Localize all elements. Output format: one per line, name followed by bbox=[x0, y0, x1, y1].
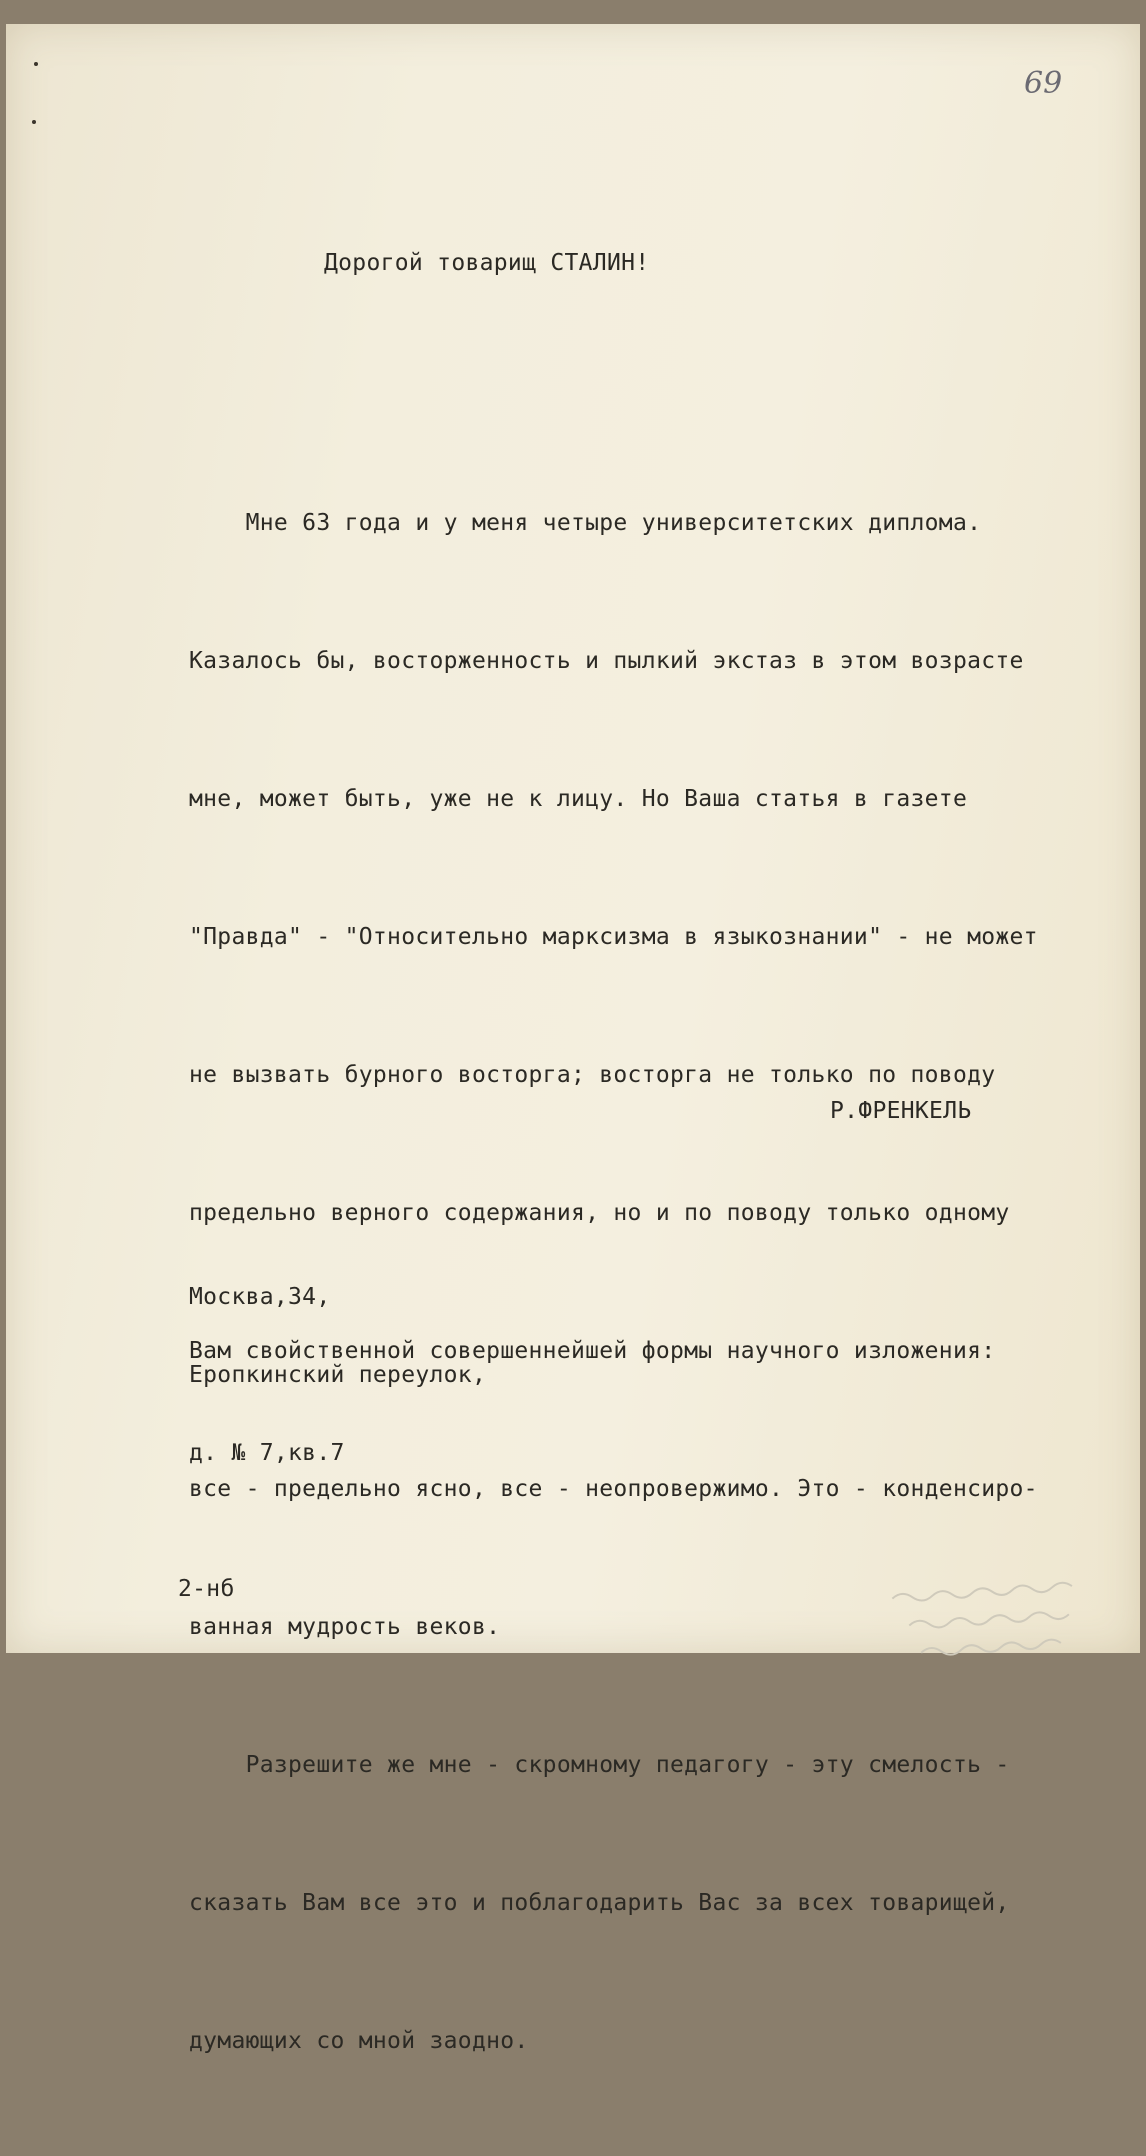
body-line: предельно верного содержания, но и по поводу только одному bbox=[189, 1200, 1010, 1226]
body-line: думающих со мной заодно. bbox=[189, 2028, 529, 2054]
body-line: мне, может быть, уже не к лицу. Но Ваша статья в газете bbox=[189, 786, 968, 812]
body-line: "Правда" - "Относительно марксизма в языкознании" - не может bbox=[189, 924, 1038, 950]
body-line: Вам свойственной совершеннейшей формы научного изложения: bbox=[189, 1338, 996, 1364]
margin-mark bbox=[32, 120, 36, 124]
letter-page bbox=[6, 24, 1140, 2054]
body-line: все - предельно ясно, все - неопровержимо. Это - конденсиро- bbox=[189, 1476, 1038, 1502]
body-line: ванная мудрость веков. bbox=[189, 1614, 501, 1640]
signature: Р.ФРЕНКЕЛЬ bbox=[830, 1098, 972, 1124]
document-code: 2-нб bbox=[178, 1576, 235, 1602]
address-city: Москва,34, bbox=[189, 1284, 331, 1310]
faded-handwritten-note bbox=[886, 1563, 1122, 1669]
address-house: д. № 7,кв.7 bbox=[189, 1440, 345, 1466]
body-line: Разрешите же мне - скромному педагогу - эту смелость - bbox=[189, 1752, 1010, 1778]
body-line: Мне 63 года и у меня четыре университетских диплома. bbox=[189, 510, 982, 536]
body-line: не вызвать бурного восторга; восторга не только по поводу bbox=[189, 1062, 996, 1088]
sender-address bbox=[189, 1232, 486, 1518]
margin-mark bbox=[34, 62, 38, 66]
address-street: Еропкинский переулок, bbox=[189, 1362, 487, 1388]
body-line: Казалось бы, восторженность и пылкий экстаз в этом возрасте bbox=[189, 648, 1024, 674]
page-number: 69 bbox=[1024, 66, 1063, 101]
salutation: Дорогой товарищ СТАЛИН! bbox=[324, 250, 650, 276]
body-line: сказать Вам все это и поблагодарить Вас за всех товарищей, bbox=[189, 1890, 1010, 1916]
